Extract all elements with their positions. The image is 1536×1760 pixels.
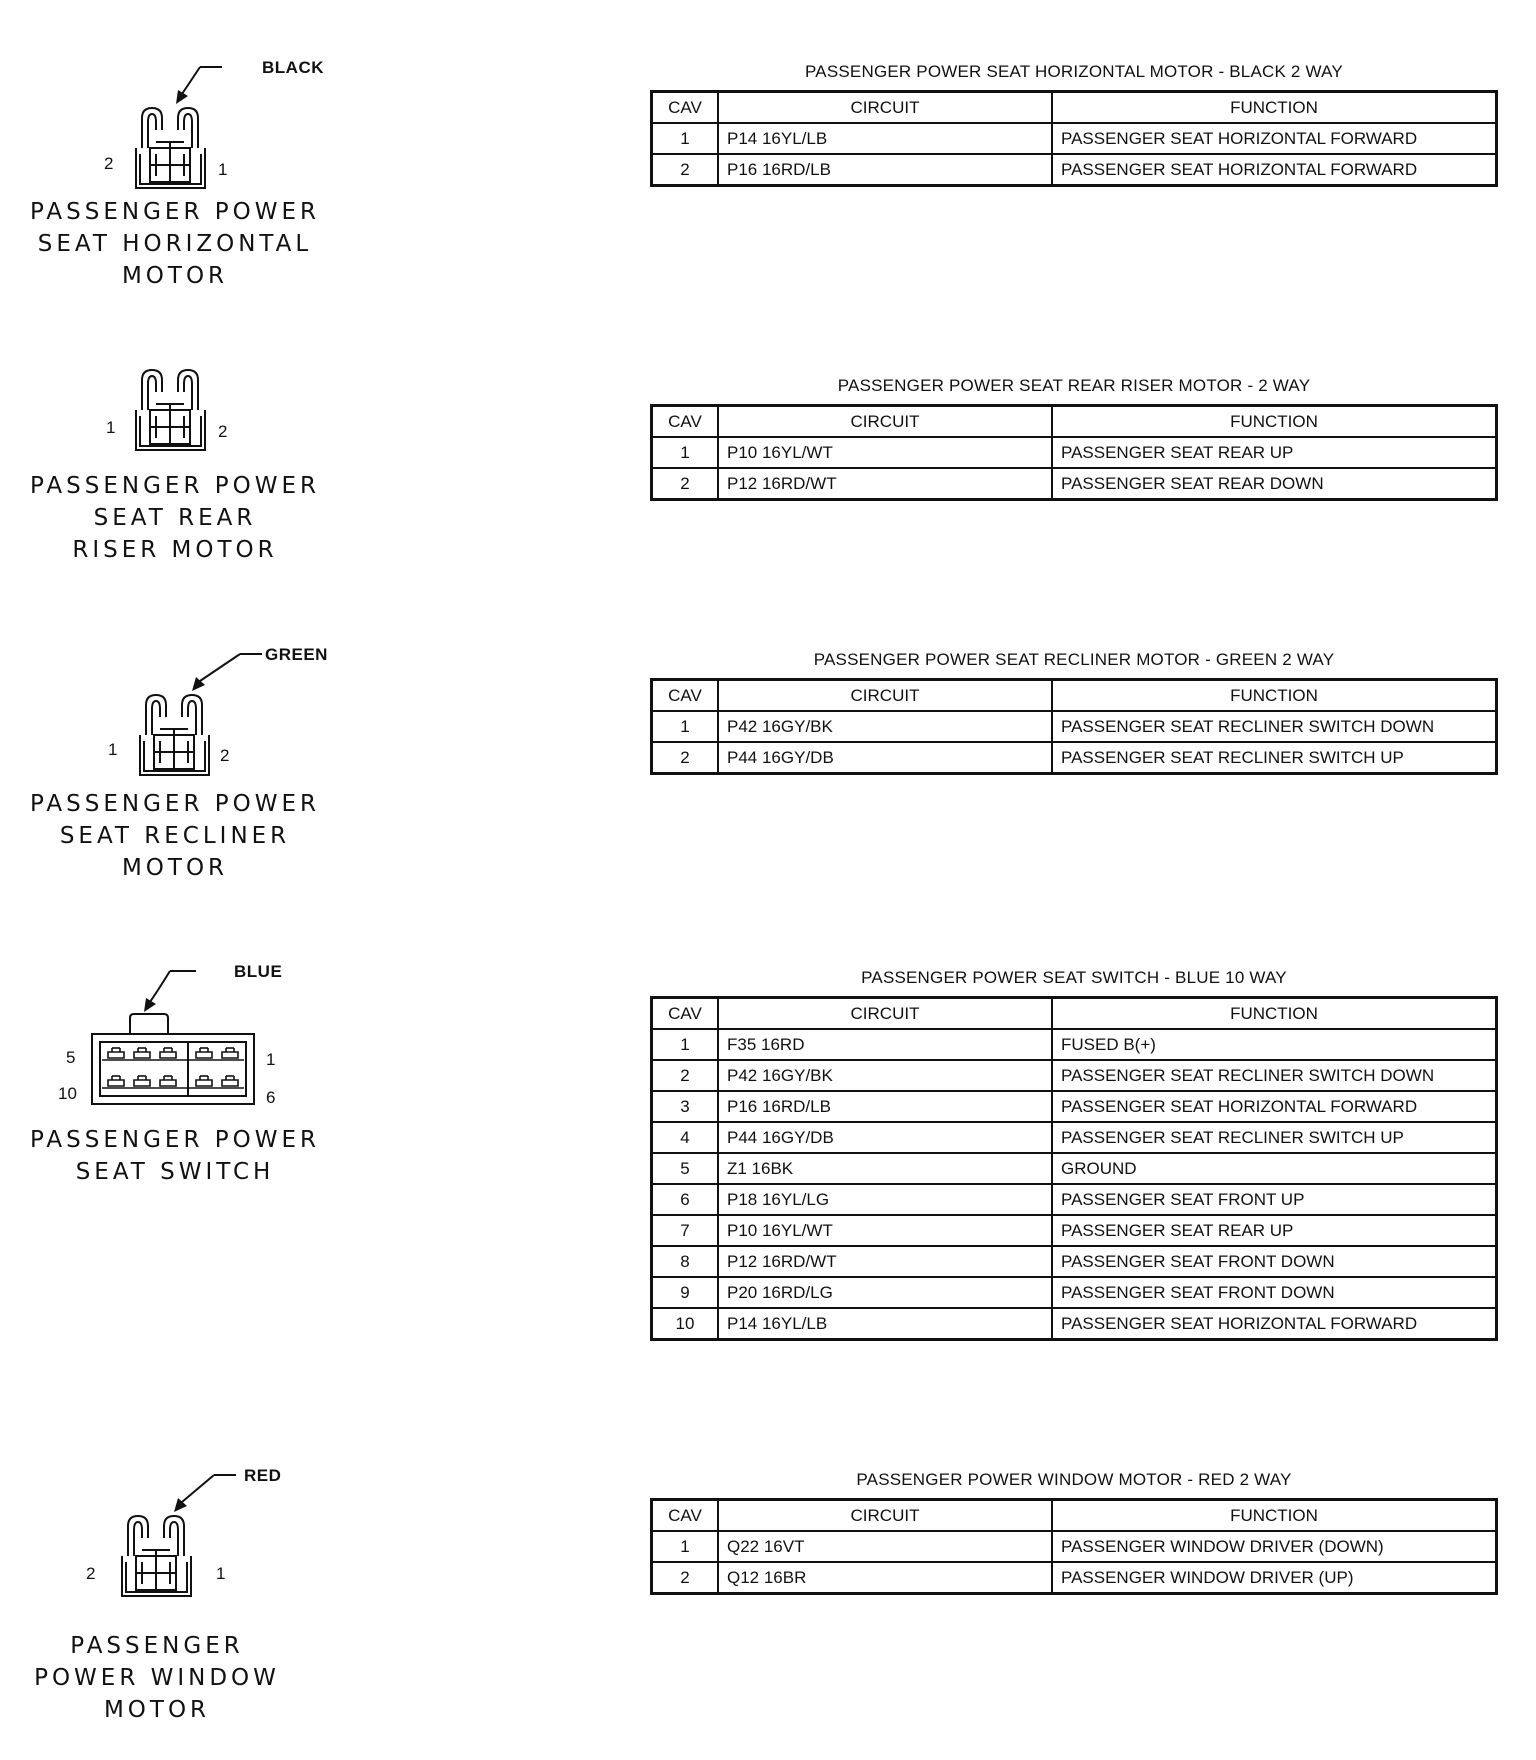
cell-cav: 1 (652, 711, 719, 742)
cell-circuit: P10 16YL/WT (718, 1215, 1052, 1246)
connector-name: PASSENGER POWER SEAT SWITCH (30, 1127, 320, 1185)
cell-function: PASSENGER WINDOW DRIVER (UP) (1052, 1562, 1497, 1594)
table-row (652, 123, 1497, 154)
cell-circuit: P14 16YL/LB (718, 1308, 1052, 1340)
table-row (652, 1215, 1497, 1246)
header-function: FUNCTION (1052, 998, 1497, 1030)
table-row (652, 711, 1497, 742)
cell-circuit: F35 16RD (718, 1029, 1052, 1060)
pin-table (650, 90, 1498, 187)
header-cav: CAV (652, 1500, 719, 1532)
header-circuit: CIRCUIT (718, 406, 1052, 438)
connector-color-label: RED (244, 1466, 282, 1485)
table-row (652, 154, 1497, 186)
connector-name: PASSENGER POWER SEAT REAR RISER MOTOR (30, 473, 320, 563)
connector-color-label: BLUE (234, 962, 283, 981)
cell-function: PASSENGER WINDOW DRIVER (DOWN) (1052, 1531, 1497, 1562)
cell-cav: 7 (652, 1215, 719, 1246)
cell-cav: 1 (652, 1531, 719, 1562)
cell-function: PASSENGER SEAT RECLINER SWITCH DOWN (1052, 711, 1497, 742)
cell-circuit: P14 16YL/LB (718, 123, 1052, 154)
cell-circuit: P12 16RD/WT (718, 1246, 1052, 1277)
table-row (652, 1184, 1497, 1215)
cell-cav: 2 (652, 154, 719, 186)
table-row (652, 742, 1497, 774)
cell-function: PASSENGER SEAT RECLINER SWITCH DOWN (1052, 1060, 1497, 1091)
cell-circuit: P42 16GY/BK (718, 1060, 1052, 1091)
pin-table (650, 404, 1498, 501)
cell-cav: 2 (652, 1060, 719, 1091)
cell-cav: 1 (652, 437, 719, 468)
table-row (652, 1122, 1497, 1153)
cell-cav: 1 (652, 1029, 719, 1060)
table-header-row (652, 998, 1497, 1030)
cell-cav: 1 (652, 123, 719, 154)
pin-table (650, 1498, 1498, 1595)
cell-cav: 2 (652, 1562, 719, 1594)
cell-cav: 8 (652, 1246, 719, 1277)
table-title: PASSENGER POWER WINDOW MOTOR - RED 2 WAY (856, 1470, 1292, 1489)
pin-number-right: 1 (216, 1564, 226, 1583)
table-header-row (652, 92, 1497, 124)
table-row (652, 1277, 1497, 1308)
cell-cav: 6 (652, 1184, 719, 1215)
pin-number-left: 1 (106, 418, 116, 437)
two-way-connector-icon (104, 645, 274, 785)
cell-circuit: P12 16RD/WT (718, 468, 1052, 500)
cell-function: PASSENGER SEAT FRONT DOWN (1052, 1246, 1497, 1277)
table-row (652, 468, 1497, 500)
cell-circuit: P44 16GY/DB (718, 1122, 1052, 1153)
table-title: PASSENGER POWER SEAT HORIZONTAL MOTOR - BLACK 2 WAY (805, 62, 1343, 81)
cell-cav: 5 (652, 1153, 719, 1184)
cell-function: PASSENGER SEAT REAR DOWN (1052, 468, 1497, 500)
header-circuit: CIRCUIT (718, 92, 1052, 124)
cell-circuit: P20 16RD/LG (718, 1277, 1052, 1308)
pin-number-left: 2 (104, 154, 114, 173)
cell-cav: 4 (652, 1122, 719, 1153)
table-row (652, 1531, 1497, 1562)
cell-circuit: Q12 16BR (718, 1562, 1052, 1594)
table-header-row (652, 406, 1497, 438)
cell-function: PASSENGER SEAT FRONT DOWN (1052, 1277, 1497, 1308)
table-row (652, 437, 1497, 468)
table-header-row (652, 680, 1497, 712)
cell-function: PASSENGER SEAT RECLINER SWITCH UP (1052, 742, 1497, 774)
cell-function: GROUND (1052, 1153, 1497, 1184)
cell-circuit: P10 16YL/WT (718, 437, 1052, 468)
pin-number-left: 1 (108, 740, 118, 759)
two-way-connector-icon (86, 1466, 256, 1606)
two-way-connector-icon (100, 58, 270, 198)
cell-function: PASSENGER SEAT HORIZONTAL FORWARD (1052, 1091, 1497, 1122)
table-row (652, 1246, 1497, 1277)
header-cav: CAV (652, 92, 719, 124)
cell-function: PASSENGER SEAT HORIZONTAL FORWARD (1052, 154, 1497, 186)
pin-number-left: 2 (86, 1564, 96, 1583)
cell-function: PASSENGER SEAT REAR UP (1052, 1215, 1497, 1246)
cell-circuit: Z1 16BK (718, 1153, 1052, 1184)
header-function: FUNCTION (1052, 680, 1497, 712)
table-row (652, 1029, 1497, 1060)
connector-name: PASSENGER POWER SEAT HORIZONTAL MOTOR (30, 199, 320, 289)
cell-function: PASSENGER SEAT REAR UP (1052, 437, 1497, 468)
pin-number-right: 1 (218, 160, 228, 179)
cell-function: PASSENGER SEAT HORIZONTAL FORWARD (1052, 123, 1497, 154)
pin-number-bottom-left: 10 (58, 1084, 77, 1103)
cell-circuit: P42 16GY/BK (718, 711, 1052, 742)
pin-number-bottom-right: 6 (266, 1088, 276, 1107)
cell-circuit: P44 16GY/DB (718, 742, 1052, 774)
cell-circuit: P18 16YL/LG (718, 1184, 1052, 1215)
table-header-row (652, 1500, 1497, 1532)
pin-number-right: 2 (218, 422, 228, 441)
header-circuit: CIRCUIT (718, 998, 1052, 1030)
header-cav: CAV (652, 680, 719, 712)
pin-number-top-left: 5 (66, 1048, 76, 1067)
pin-table (650, 678, 1498, 775)
table-row (652, 1060, 1497, 1091)
table-title: PASSENGER POWER SEAT REAR RISER MOTOR - 2 WAY (837, 376, 1311, 395)
header-circuit: CIRCUIT (718, 680, 1052, 712)
pin-number-top-right: 1 (266, 1050, 276, 1069)
cell-function: PASSENGER SEAT HORIZONTAL FORWARD (1052, 1308, 1497, 1340)
cell-cav: 3 (652, 1091, 719, 1122)
cell-cav: 2 (652, 742, 719, 774)
cell-function: PASSENGER SEAT RECLINER SWITCH UP (1052, 1122, 1497, 1153)
cell-circuit: Q22 16VT (718, 1531, 1052, 1562)
cell-cav: 2 (652, 468, 719, 500)
cell-cav: 9 (652, 1277, 719, 1308)
connector-name: PASSENGER POWER WINDOW MOTOR (34, 1633, 280, 1723)
header-cav: CAV (652, 406, 719, 438)
table-row (652, 1308, 1497, 1340)
cell-function: FUSED B(+) (1052, 1029, 1497, 1060)
table-title: PASSENGER POWER SEAT SWITCH - BLUE 10 WAY (861, 968, 1287, 987)
cell-cav: 10 (652, 1308, 719, 1340)
two-way-connector-icon (100, 320, 270, 460)
pin-table (650, 996, 1498, 1341)
cell-circuit: P16 16RD/LB (718, 154, 1052, 186)
table-row (652, 1153, 1497, 1184)
header-circuit: CIRCUIT (718, 1500, 1052, 1532)
cell-circuit: P16 16RD/LB (718, 1091, 1052, 1122)
connector-name: PASSENGER POWER SEAT RECLINER MOTOR (30, 791, 320, 881)
connector-color-label: BLACK (262, 58, 324, 77)
header-function: FUNCTION (1052, 406, 1497, 438)
header-cav: CAV (652, 998, 719, 1030)
pin-number-right: 2 (220, 746, 230, 765)
header-function: FUNCTION (1052, 1500, 1497, 1532)
table-title: PASSENGER POWER SEAT RECLINER MOTOR - GREEN 2 WAY (813, 650, 1335, 669)
connector-color-label: GREEN (265, 645, 328, 664)
table-row (652, 1562, 1497, 1594)
table-row (652, 1091, 1497, 1122)
header-function: FUNCTION (1052, 92, 1497, 124)
cell-function: PASSENGER SEAT FRONT UP (1052, 1184, 1497, 1215)
